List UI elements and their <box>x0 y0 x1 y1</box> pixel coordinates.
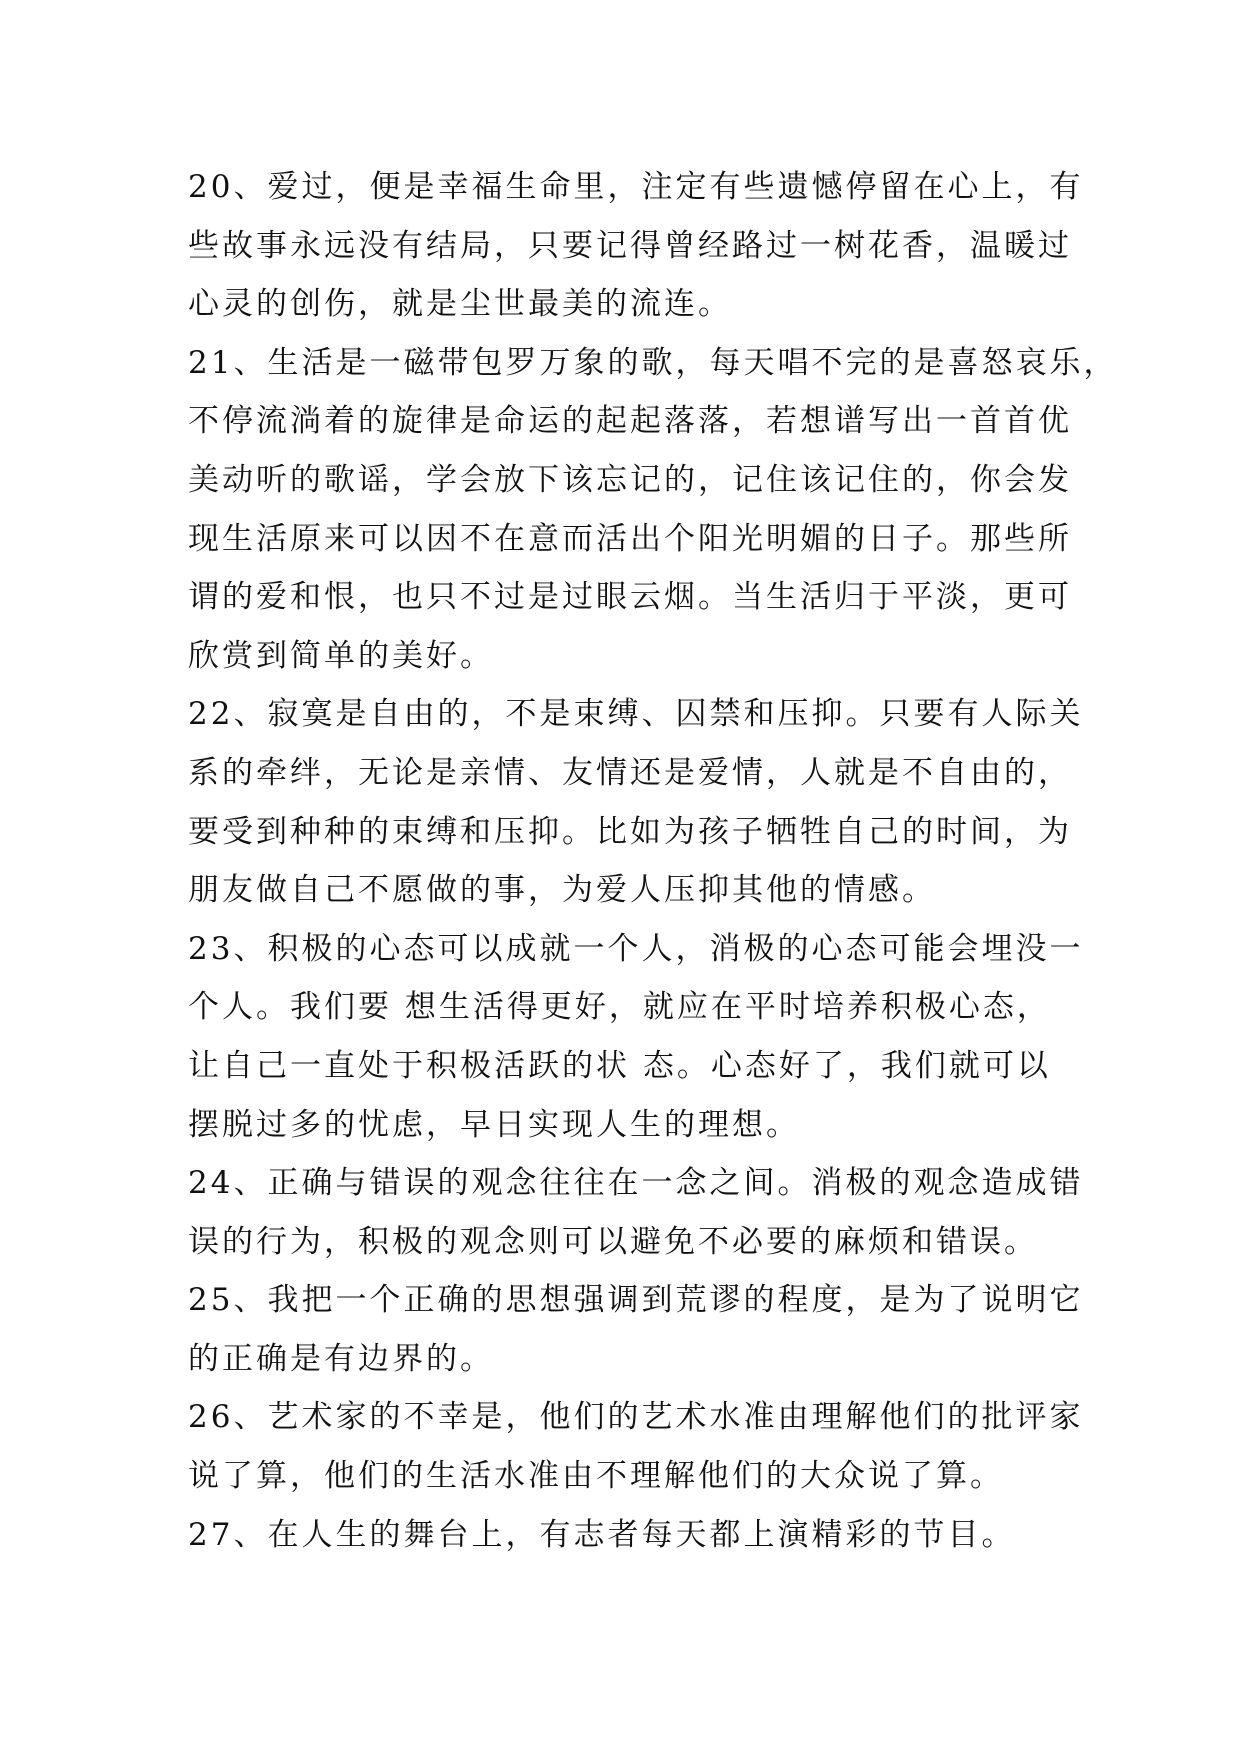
text-line: 22、寂寞是自由的，不是束缚、囚禁和压抑。只要有人际关 <box>188 696 1084 733</box>
paragraph-26 <box>188 1388 1084 1505</box>
text-line: 现生活原来可以因不在意而活出个阳光明媚的日子。那些所 <box>188 520 1072 557</box>
text-line: 23、积极的心态可以成就一个人，消极的心态可能会埋没一 <box>188 930 1084 967</box>
text-line: 要受到种种的束缚和压抑。比如为孩子牺牲自己的时间，为 <box>188 813 1072 850</box>
text-line: 摆脱过多的忧虑，早日实现人生的理想。 <box>188 1106 800 1143</box>
text-line: 心灵的创伤，就是尘世最美的流连。 <box>188 286 732 323</box>
text-line: 24、正确与错误的观念往往在一念之间。消极的观念造成错 <box>188 1165 1084 1202</box>
text-line: 谓的爱和恨，也只不过是过眼云烟。当生活归于平淡，更可 <box>188 579 1072 616</box>
paragraph-22 <box>188 685 1084 919</box>
text-line: 欣赏到简单的美好。 <box>188 637 494 674</box>
text-line: 误的行为，积极的观念则可以避免不必要的麻烦和错误。 <box>188 1223 1038 1260</box>
text-line: 美动听的歌谣，学会放下该忘记的，记住该记住的，你会发 <box>188 461 1072 498</box>
paragraph-25 <box>188 1271 1084 1388</box>
document-body <box>188 158 1118 1564</box>
text-line: 21、生活是一磁带包罗万象的歌，每天唱不完的是喜怒哀乐， <box>188 344 1118 381</box>
paragraph-23 <box>188 920 1084 1154</box>
text-line: 20、爱过，便是幸福生命里，注定有些遗憾停留在心上，有 <box>188 169 1084 205</box>
paragraph-21 <box>188 334 1118 686</box>
text-line: 让自己一直处于积极活跃的状 态。心态好了，我们就可以 <box>188 1047 1051 1084</box>
text-line: 些故事永远没有结局，只要记得曾经路过一树花香，温暖过 <box>188 227 1072 264</box>
text-line: 系的牵绊，无论是亲情、友情还是爱情，人就是不自由的， <box>188 754 1072 791</box>
paragraph-27 <box>188 1506 1068 1565</box>
text-line: 朋友做自己不愿做的事，为爱人压抑其他的情感。 <box>188 872 936 909</box>
text-line: 个人。我们要 想生活得更好，就应在平时培养积极心态， <box>188 989 1051 1026</box>
text-line: 27、在人生的舞台上，有志者每天都上演精彩的节目。 <box>188 1516 1016 1553</box>
paragraph-24 <box>188 1154 1084 1271</box>
text-line: 25、我把一个正确的思想强调到荒谬的程度，是为了说明它 <box>188 1282 1084 1319</box>
text-line: 的正确是有边界的。 <box>188 1340 494 1377</box>
text-line: 26、艺术家的不幸是，他们的艺术水准由理解他们的批评家 <box>188 1399 1084 1436</box>
text-line: 不停流淌着的旋律是命运的起起落落，若想谱写出一首首优 <box>188 403 1072 440</box>
paragraph-20 <box>188 158 1084 334</box>
text-line: 说了算，他们的生活水准由不理解他们的大众说了算。 <box>188 1458 1004 1495</box>
